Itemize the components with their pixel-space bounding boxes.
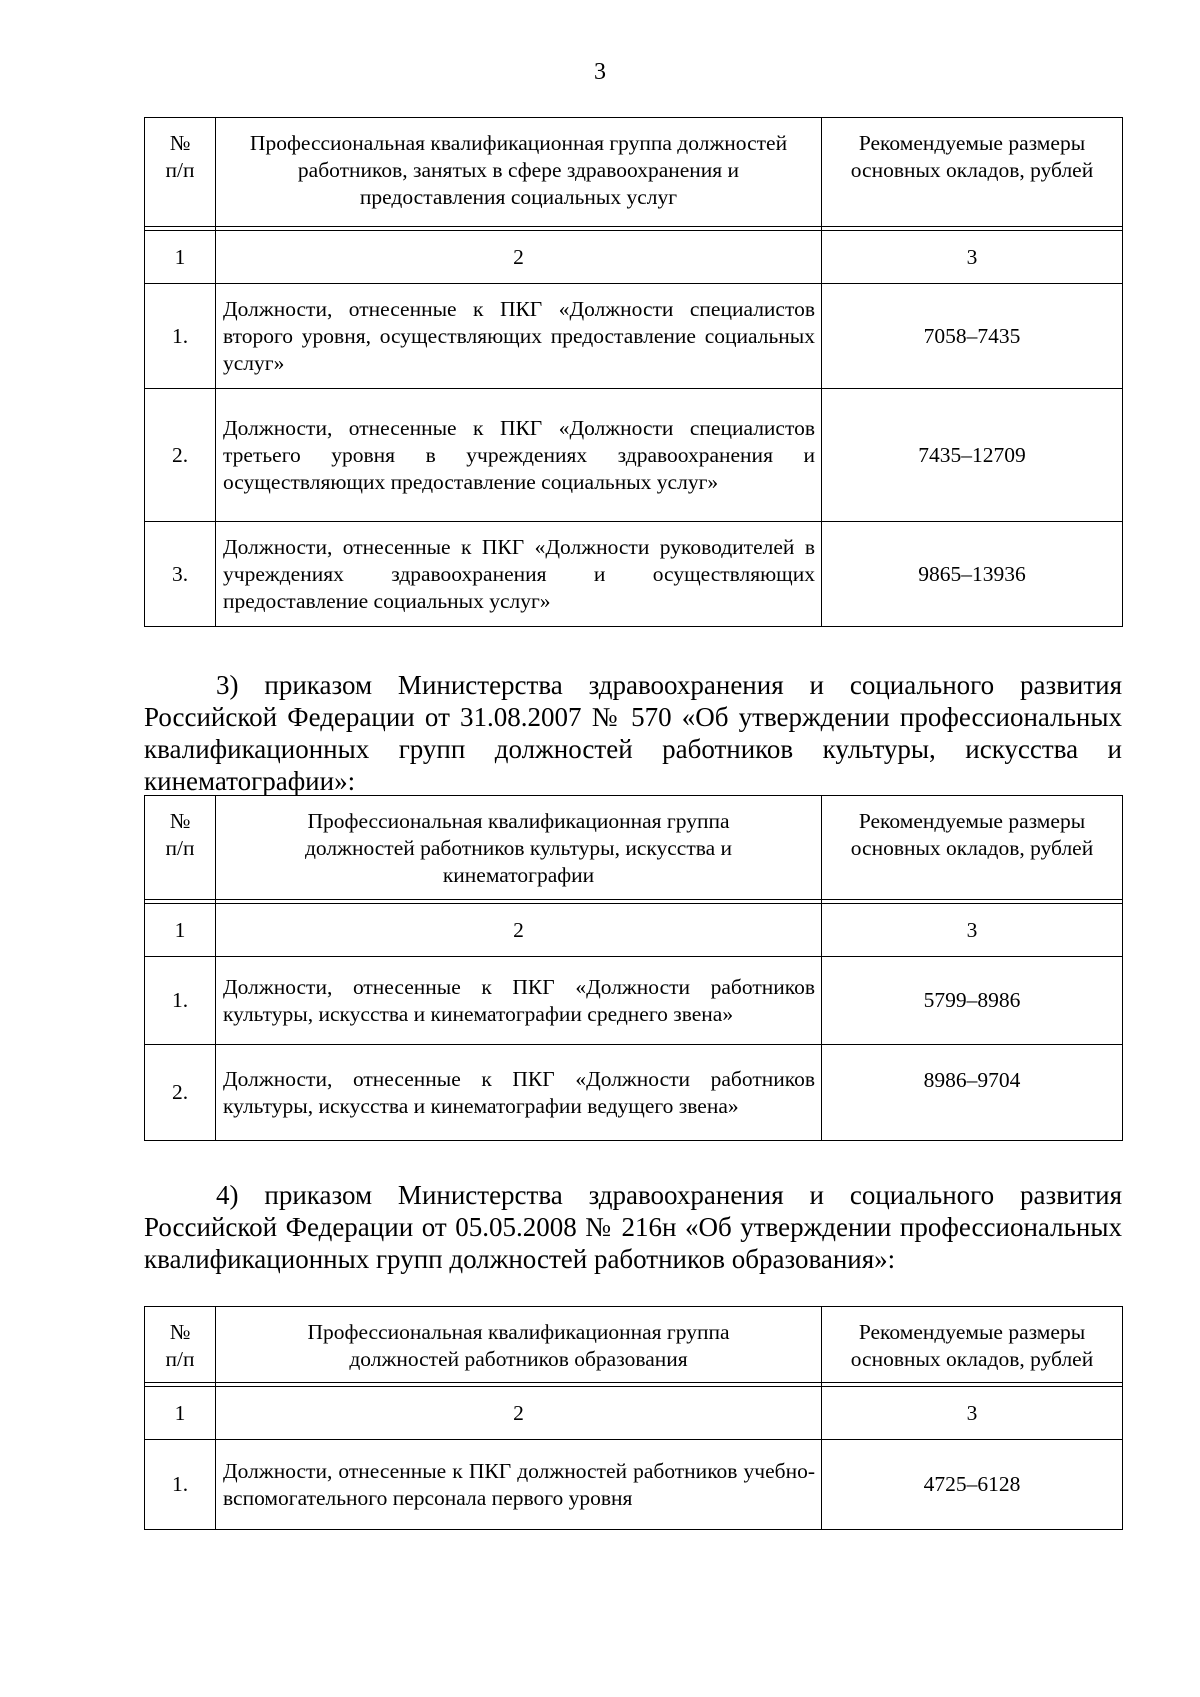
column-number-3: 3 — [822, 231, 1123, 284]
header-group: Профессиональная квалификационная группа должностей работников образования — [216, 1307, 822, 1383]
row-salary-range: 8986–9704 — [822, 1045, 1123, 1141]
order-paragraph-4: 4) приказом Министерства здравоохранения и социального развития Российской Федерации от 05.05.2008 № 216н «Об утверждении профессиональных квалификационных групп должностей работников образования»: — [144, 1180, 1122, 1274]
header-salary: Рекомендуемые размеры основных окладов, рублей — [822, 1307, 1123, 1383]
table-row — [145, 389, 1123, 522]
row-salary-range: 7058–7435 — [822, 284, 1123, 389]
row-description: Должности, отнесенные к ПКГ «Должности работников культуры, искусства и кинематографии ведущего звена» — [216, 1045, 822, 1141]
row-salary-range: 5799–8986 — [822, 957, 1123, 1045]
header-number: № п/п — [145, 118, 216, 227]
salary-table-culture — [144, 795, 1123, 1141]
row-index: 2. — [145, 1045, 216, 1141]
salary-table-healthcare — [144, 117, 1123, 627]
column-number-1: 1 — [145, 1387, 216, 1440]
row-description: Должности, отнесенные к ПКГ «Должности специалистов третьего уровня в учреждениях здравоохранения и осуществляющих предоставление социальных услуг» — [216, 389, 822, 522]
column-number-3: 3 — [822, 1387, 1123, 1440]
table-row — [145, 284, 1123, 389]
column-number-1: 1 — [145, 904, 216, 957]
salary-table-education — [144, 1306, 1123, 1530]
header-group: Профессиональная квалификационная группа должностей работников, занятых в сфере здравоохранения и предоставления социальных услуг — [216, 118, 822, 227]
column-number-2: 2 — [216, 231, 822, 284]
row-salary-range: 4725–6128 — [822, 1440, 1123, 1530]
header-number: № п/п — [145, 796, 216, 900]
table-row — [145, 522, 1123, 627]
row-salary-range: 9865–13936 — [822, 522, 1123, 627]
order-paragraph-3: 3) приказом Министерства здравоохранения и социального развития Российской Федерации от 31.08.2007 № 570 «Об утверждении профессиональных квалификационных групп должностей работников культуры, искусства и кинематографии»: — [144, 670, 1122, 796]
column-number-1: 1 — [145, 231, 216, 284]
column-number-3: 3 — [822, 904, 1123, 957]
row-description: Должности, отнесенные к ПКГ «Должности руководителей в учреждениях здравоохранения и осуществляющих предоставление социальных услуг» — [216, 522, 822, 627]
table-row — [145, 957, 1123, 1045]
header-salary: Рекомендуемые размеры основных окладов, рублей — [822, 118, 1123, 227]
page-number: 3 — [594, 59, 606, 85]
row-index: 1. — [145, 1440, 216, 1530]
column-number-2: 2 — [216, 904, 822, 957]
row-description: Должности, отнесенные к ПКГ «Должности специалистов второго уровня, осуществляющих предоставление социальных услуг» — [216, 284, 822, 389]
row-index: 2. — [145, 389, 216, 522]
column-number-2: 2 — [216, 1387, 822, 1440]
header-number: № п/п — [145, 1307, 216, 1383]
header-salary: Рекомендуемые размеры основных окладов, рублей — [822, 796, 1123, 900]
row-description: Должности, отнесенные к ПКГ «Должности работников культуры, искусства и кинематографии среднего звена» — [216, 957, 822, 1045]
header-group: Профессиональная квалификационная группа должностей работников культуры, искусства и кинематографии — [216, 796, 822, 900]
table-row — [145, 1045, 1123, 1141]
row-description: Должности, отнесенные к ПКГ должностей работников учебно-вспомогательного персонала первого уровня — [216, 1440, 822, 1530]
row-index: 1. — [145, 284, 216, 389]
row-index: 3. — [145, 522, 216, 627]
row-salary-range: 7435–12709 — [822, 389, 1123, 522]
table-row — [145, 1440, 1123, 1530]
row-index: 1. — [145, 957, 216, 1045]
